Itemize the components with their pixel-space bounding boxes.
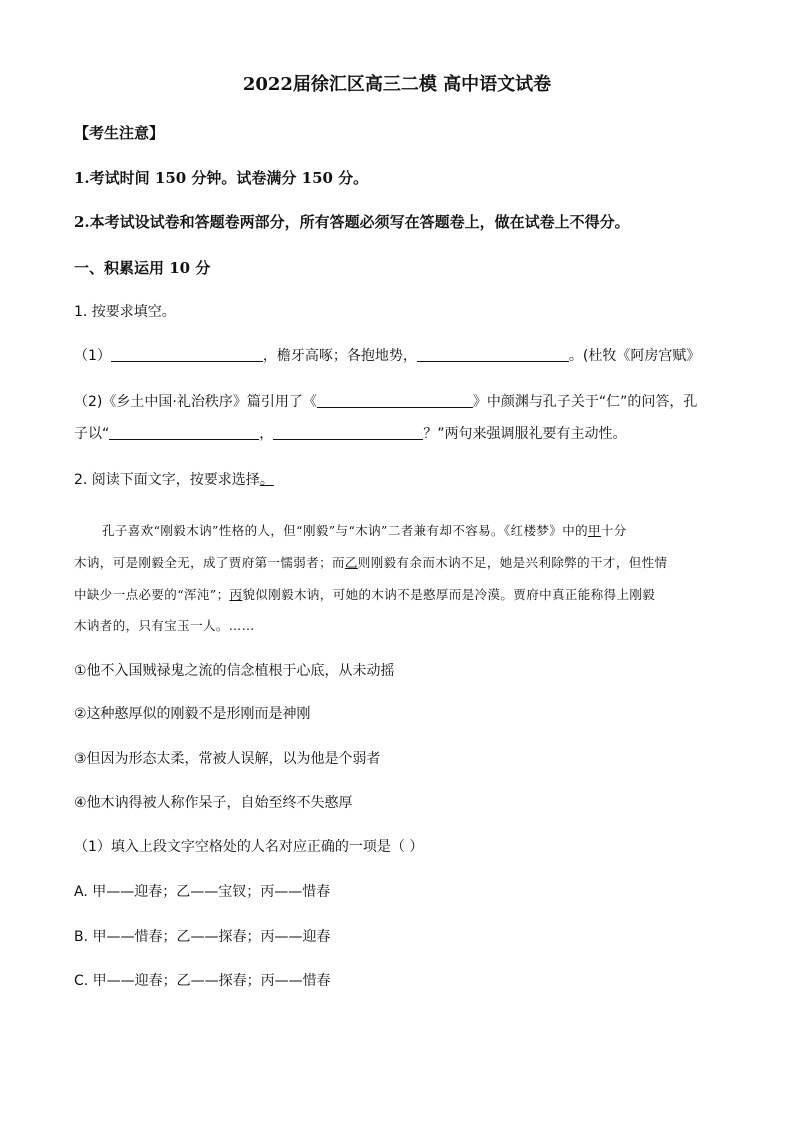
answer-blank[interactable] <box>273 424 423 440</box>
answer-blank[interactable] <box>417 346 569 362</box>
passage-blank-bing: 丙 <box>229 587 243 602</box>
part-1-middle: ，檐牙高啄；各抱地势， <box>262 348 417 364</box>
question-1-stem: 1. 按要求填空。 <box>74 304 176 320</box>
passage-text: 中缺少一点必要的“浑沌”； <box>74 587 230 602</box>
passage-text: 木讷，可是刚毅全无，成了贾府第一懦弱者；而 <box>74 555 345 570</box>
passage-line-2 <box>74 553 724 571</box>
question-1-part-2 <box>74 391 697 411</box>
passage-text: 十分 <box>600 523 627 538</box>
q2-stem-tail: 。 <box>259 472 274 488</box>
statement-1: ①他不入国贼禄鬼之流的信念植根于心底，从未动摇 <box>74 663 395 679</box>
answer-blank[interactable] <box>109 424 259 440</box>
option-b[interactable]: B. 甲——惜春；乙——探春；丙——迎春 <box>74 929 331 945</box>
passage-text: 则刚毅有余而木讷不足，她是兴利除弊的干才，但性情 <box>357 555 668 570</box>
part-2-tail: 》中颜渊与孔子关于“仁”的问答，孔 <box>472 394 698 410</box>
statement-2: ②这种憨厚似的刚毅不是形刚而是神刚 <box>74 706 311 722</box>
part-2-lead: （2)《乡土中国·礼治秩序》篇引用了《 <box>74 394 317 410</box>
passage-blank-yi: 乙 <box>344 555 358 570</box>
statement-3: ③但因为形态太柔，常被人误解，以为他是个弱者 <box>74 751 381 767</box>
sub-question-1: （1）填入上段文字空格处的人名对应正确的一项是（ ） <box>74 839 424 855</box>
passage-text: 貌似刚毅木讷，可她的木讷不是憨厚而是冷漠。贾府中真正能称得上刚毅 <box>242 587 656 602</box>
page-title: 2022届徐汇区高三二模 高中语文试卷 <box>242 74 552 95</box>
answer-blank[interactable] <box>317 392 473 408</box>
question-2-stem <box>74 469 274 489</box>
passage-line-3 <box>74 585 724 603</box>
notice-header: 【考生注意】 <box>74 124 165 142</box>
part-2-cont-lead: 子以“ <box>74 426 110 442</box>
passage-text: 孔子喜欢“刚毅木讷”性格的人，但“刚毅”与“木讷”二者兼有却不容易。《红楼梦》中的 <box>102 523 588 538</box>
part-2-comma: ， <box>259 426 274 442</box>
section-heading: 一、积累运用 10 分 <box>74 259 211 277</box>
question-1-part-2-cont <box>74 423 627 443</box>
passage-line-4: 木讷者的，只有宝玉一人。…… <box>74 618 255 633</box>
passage-line-1 <box>102 521 724 539</box>
passage-blank-jia: 甲 <box>588 523 601 538</box>
notice-item-2: 2.本考试设试卷和答题卷两部分，所有答题必须写在答题卷上，做在试卷上不得分。 <box>74 213 630 231</box>
question-1-part-1 <box>74 345 700 365</box>
part-2-cont-tail: ？”两句来强调服礼要有主动性。 <box>423 426 627 442</box>
option-c[interactable]: C. 甲——迎春；乙——探春；丙——惜春 <box>74 973 331 989</box>
part-1-label: （1） <box>74 348 111 364</box>
notice-item-1: 1.考试时间 150 分钟。试卷满分 150 分。 <box>74 169 369 187</box>
option-a[interactable]: A. 甲——迎春；乙——宝钗；丙——惜春 <box>74 884 331 900</box>
part-1-source: 。(杜牧《阿房宫赋》 <box>568 348 701 364</box>
answer-blank[interactable] <box>111 346 263 362</box>
statement-4: ④他木讷得被人称作呆子，自始至终不失憨厚 <box>74 795 353 811</box>
q2-stem-text: 2. 阅读下面文字，按要求选择 <box>74 472 260 488</box>
